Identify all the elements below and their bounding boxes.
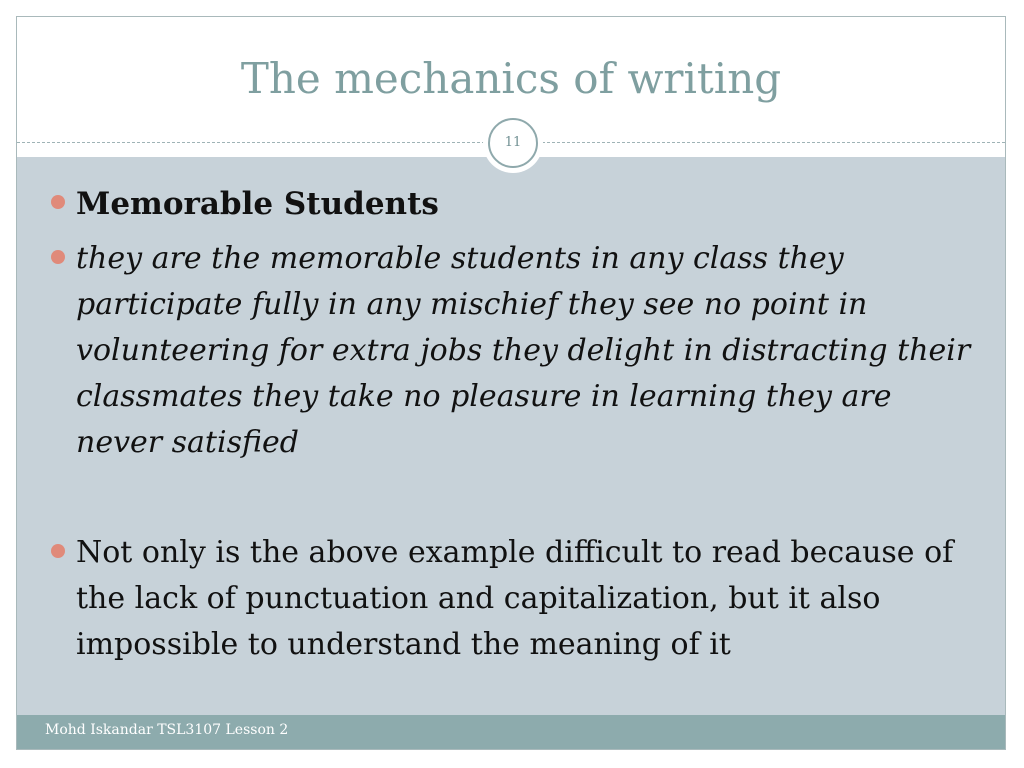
bullet-dot-icon — [51, 544, 65, 558]
footer-bar — [17, 715, 1005, 749]
bullet-item — [45, 530, 985, 668]
bullet-text: they are the memorable students in any class they participate fully in any mischief they see no point in volunteering for extra jobs they delight in distracting their classmates they take no pleasure in learning they are never satisfied — [76, 241, 971, 460]
bullet-text: Not only is the above example difficult to read because of the lack of punctuation and capitalization, but it also impossible to understand the meaning of it — [76, 535, 954, 662]
footer-text: Mohd Iskandar TSL3107 Lesson 2 — [45, 722, 289, 738]
bullet-dot-icon — [51, 250, 65, 264]
bullet-text: Memorable Students — [76, 186, 439, 222]
slide-title: The mechanics of writing — [240, 54, 782, 103]
bullet-item — [45, 181, 985, 228]
bullet-dot-icon — [51, 195, 65, 209]
bullet-item — [45, 236, 985, 466]
page-number: 11 — [488, 118, 538, 168]
slide — [16, 16, 1006, 750]
page-number-badge — [483, 113, 543, 173]
bullet-list — [45, 181, 985, 668]
